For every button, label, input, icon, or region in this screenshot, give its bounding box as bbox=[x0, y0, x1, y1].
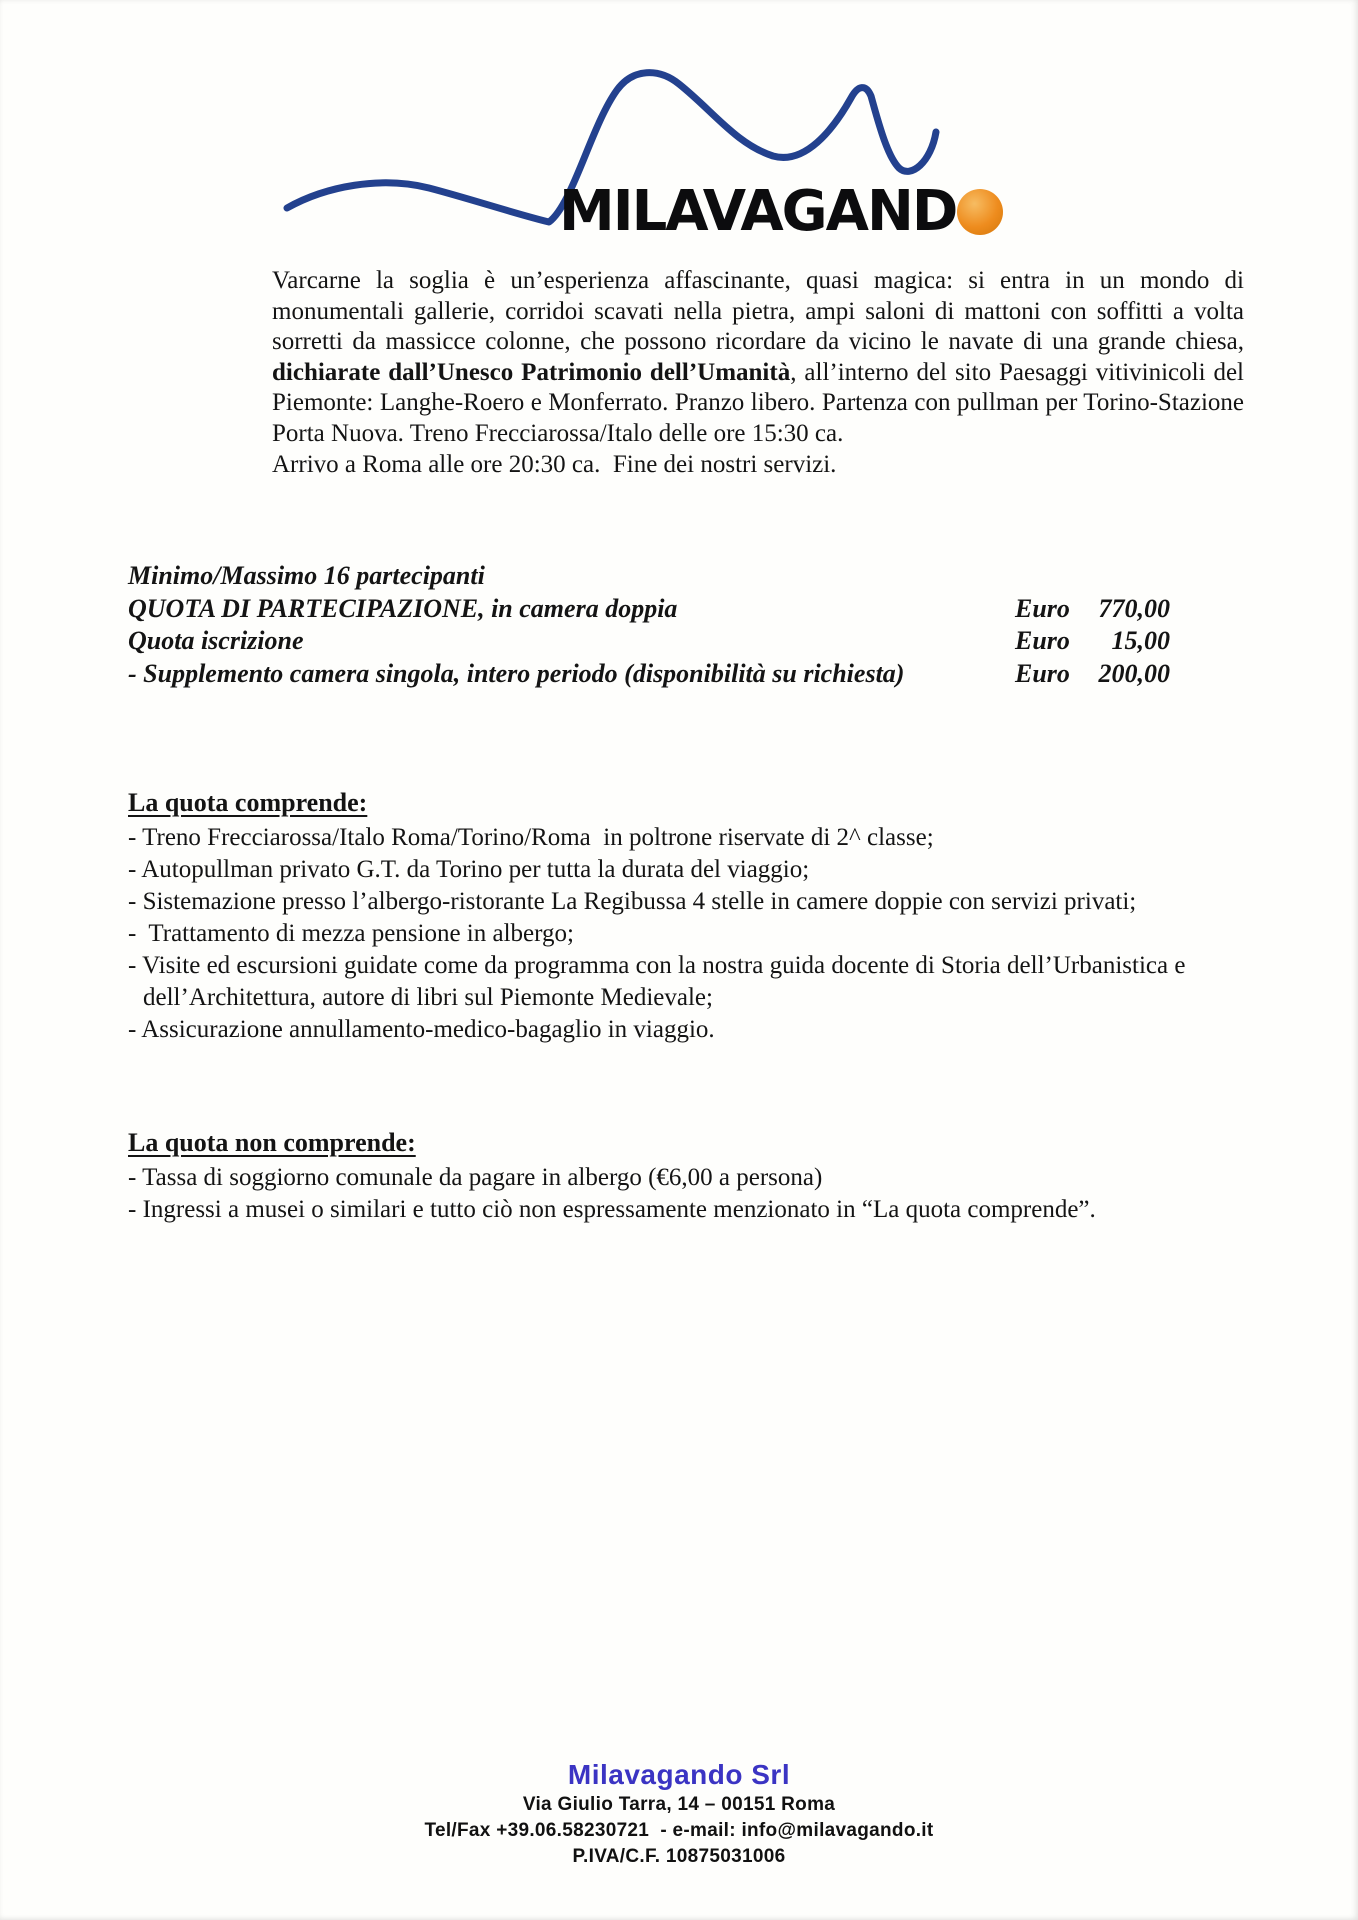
price-value bbox=[1015, 658, 1170, 691]
excludes-list bbox=[128, 1162, 1233, 1226]
sun-icon bbox=[957, 189, 1003, 235]
footer-contacts: Tel/Fax +39.06.58230721 - e-mail: info@milavagando.it bbox=[424, 1820, 934, 1841]
price-label: - Supplemento camera singola, intero periodo (disponibilità su richiesta) bbox=[128, 658, 905, 688]
company-logo bbox=[281, 46, 1041, 256]
logo-wordmark bbox=[559, 179, 1003, 244]
excludes-item: - Ingressi a musei o similari e tutto ciò non espressamente menzionato in “La quota comprende”. bbox=[128, 1196, 1096, 1223]
price-row bbox=[128, 560, 1170, 593]
price-amount: 770,00 bbox=[1098, 593, 1170, 623]
price-value bbox=[1015, 625, 1170, 658]
intro-closing-line: Arrivo a Roma alle ore 20:30 ca. Fine dei nostri servizi. bbox=[272, 450, 837, 478]
price-row bbox=[128, 593, 1170, 626]
includes-item: - Sistemazione presso l’albergo-ristorante La Regibussa 4 stelle in camere doppie con servizi privati; bbox=[128, 888, 1137, 915]
price-label: Minimo/Massimo 16 partecipanti bbox=[128, 561, 485, 590]
footer-address: Via Giulio Tarra, 14 – 00151 Roma bbox=[522, 1794, 836, 1815]
intro-paragraph bbox=[272, 266, 1244, 450]
includes-item: - Autopullman privato G.T. da Torino per tutta la durata del viaggio; bbox=[128, 856, 810, 883]
includes-list bbox=[128, 822, 1213, 1046]
intro-text-bold: dichiarate dall’Unesco Patrimonio dell’Umanità bbox=[272, 358, 791, 386]
includes-item: - Assicurazione annullamento-medico-bagaglio in viaggio. bbox=[128, 1016, 715, 1043]
includes-section bbox=[128, 786, 1213, 1046]
footer-vat: P.IVA/C.F. 10875031006 bbox=[572, 1846, 786, 1867]
price-currency: Euro bbox=[1015, 593, 1070, 623]
pricing-table bbox=[128, 560, 1170, 690]
includes-item: - Treno Frecciarossa/Italo Roma/Torino/Roma in poltrone riservate di 2^ classe; bbox=[128, 824, 934, 851]
includes-heading: La quota comprende: bbox=[128, 788, 368, 817]
price-value bbox=[1015, 593, 1170, 626]
price-row bbox=[128, 625, 1170, 658]
price-amount: 200,00 bbox=[1098, 658, 1170, 688]
price-currency: Euro bbox=[1015, 626, 1070, 655]
price-row bbox=[128, 658, 1170, 691]
footer bbox=[0, 1758, 1358, 1870]
intro-text-after: , all’interno del sito Paesaggi vitivinicoli del Piemonte: Langhe-Roero e Monferrato. Pranzo libero. Partenza con pullman per Torino-Stazione Porta Nuova. Treno Frecciarossa/Italo delle ore 15:30 ca. bbox=[272, 358, 1244, 447]
excludes-item: - Tassa di soggiorno comunale da pagare in albergo (€6,00 a persona) bbox=[128, 1164, 823, 1191]
excludes-section bbox=[128, 1126, 1233, 1226]
footer-company: Milavagando Srl bbox=[567, 1759, 791, 1790]
intro-section bbox=[272, 266, 1244, 480]
excludes-heading: La quota non comprende: bbox=[128, 1128, 416, 1157]
price-label: Quota iscrizione bbox=[128, 626, 304, 655]
includes-item: - Visite ed escursioni guidate come da programma con la nostra guida docente di Storia dell’Urbanistica e dell’Architettura, autore di libri sul Piemonte Medievale; bbox=[128, 952, 1192, 1011]
logo-brand-text: MILAVAGAND bbox=[559, 179, 957, 244]
intro-text-before: Varcarne la soglia è un’esperienza affascinante, quasi magica: si entra in un mondo di monumentali gallerie, corridoi scavati nella pietra, ampi saloni di mattoni con soffitti a volta sorretti da massicce colonne, che possono ricordare da vicino le navate di una grande chiesa, bbox=[272, 267, 1244, 356]
price-label: QUOTA DI PARTECIPAZIONE, in camera doppia bbox=[128, 593, 678, 623]
price-amount: 15,00 bbox=[1111, 626, 1170, 655]
includes-item: - Trattamento di mezza pensione in albergo; bbox=[128, 920, 574, 947]
price-currency: Euro bbox=[1015, 658, 1070, 688]
